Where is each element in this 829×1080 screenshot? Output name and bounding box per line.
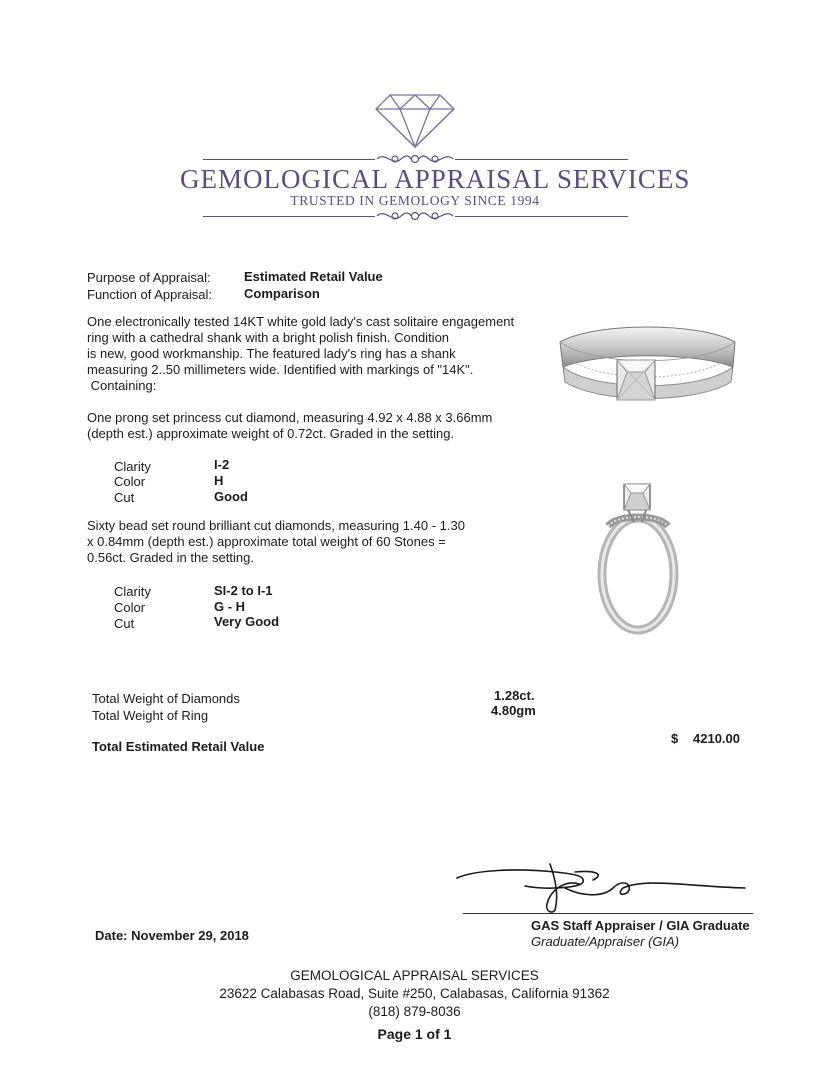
- purpose-value: Estimated Retail Value: [244, 269, 383, 284]
- footer-address: 23622 Calabasas Road, Suite #250, Calabasas, California 91362: [219, 986, 610, 1001]
- grade-value: Very Good: [214, 614, 280, 629]
- grade-label: Cut: [114, 490, 135, 505]
- grade-label: Color: [114, 474, 146, 489]
- footer-phone: (818) 879-8036: [368, 1004, 461, 1019]
- grade-value: Good: [214, 489, 248, 504]
- currency-symbol: $: [671, 731, 679, 746]
- function-value: Comparison: [244, 286, 320, 301]
- appraiser-subtitle: Graduate/Appraiser (GIA): [531, 934, 680, 949]
- signature-line: [463, 913, 753, 914]
- grade-label: Clarity: [114, 584, 151, 599]
- description-line: Containing:: [87, 378, 157, 393]
- signature: [455, 858, 755, 920]
- total-diamonds-label: Total Weight of Diamonds: [92, 691, 240, 706]
- ring-photo: [555, 312, 740, 432]
- appraiser-title: GAS Staff Appraiser / GIA Graduate: [531, 918, 750, 933]
- description-line: is new, good workmanship. The featured lady's ring has a shank: [87, 346, 456, 361]
- purpose-label: Purpose of Appraisal:: [87, 270, 211, 285]
- total-diamonds-value: 1.28ct.: [494, 688, 535, 703]
- footer-company: GEMOLOGICAL APPRAISAL SERVICES: [290, 968, 539, 983]
- appraisal-date: Date: November 29, 2018: [95, 928, 249, 943]
- side-stones-line: 0.56ct. Graded in the setting.: [87, 550, 254, 565]
- header-rule: [203, 159, 375, 160]
- grade-value: SI-2 to I-1: [214, 583, 273, 598]
- total-ring-label: Total Weight of Ring: [92, 708, 209, 723]
- side-stones-line: Sixty bead set round brilliant cut diamonds, measuring 1.40 - 1.30: [87, 518, 465, 533]
- total-retail-label: Total Estimated Retail Value: [92, 739, 265, 754]
- description-line: One electronically tested 14KT white gold lady's cast solitaire engagement: [87, 314, 515, 329]
- grade-label: Clarity: [114, 459, 151, 474]
- description-line: ring with a cathedral shank with a bright polish finish. Condition: [87, 330, 450, 345]
- function-label: Function of Appraisal:: [87, 287, 213, 302]
- company-tagline: TRUSTED IN GEMOLOGY SINCE 1994: [290, 193, 540, 208]
- flourish-ornament: [375, 206, 455, 226]
- total-retail-value: 4210.00: [693, 731, 740, 746]
- diamond-icon: [374, 93, 456, 149]
- description-line: measuring 2..50 millimeters wide. Identified with markings of "14K".: [87, 362, 474, 377]
- header-rule: [455, 159, 628, 160]
- company-title: GEMOLOGICAL APPRAISAL SERVICES: [180, 164, 691, 194]
- grade-value: H: [214, 473, 224, 488]
- center-stone-line: (depth est.) approximate weight of 0.72ct. Graded in the setting.: [87, 426, 455, 441]
- grade-value: I-2: [214, 457, 230, 472]
- header-rule: [203, 216, 375, 217]
- header-rule: [455, 216, 628, 217]
- side-stones-line: x 0.84mm (depth est.) approximate total weight of 60 Stones =: [87, 534, 446, 549]
- ring-photo: [588, 476, 688, 636]
- page-number: Page 1 of 1: [377, 1026, 452, 1042]
- grade-value: G - H: [214, 599, 246, 614]
- total-ring-value: 4.80gm: [491, 703, 536, 718]
- grade-label: Cut: [114, 616, 135, 631]
- grade-label: Color: [114, 600, 146, 615]
- center-stone-line: One prong set princess cut diamond, measuring 4.92 x 4.88 x 3.66mm: [87, 410, 493, 425]
